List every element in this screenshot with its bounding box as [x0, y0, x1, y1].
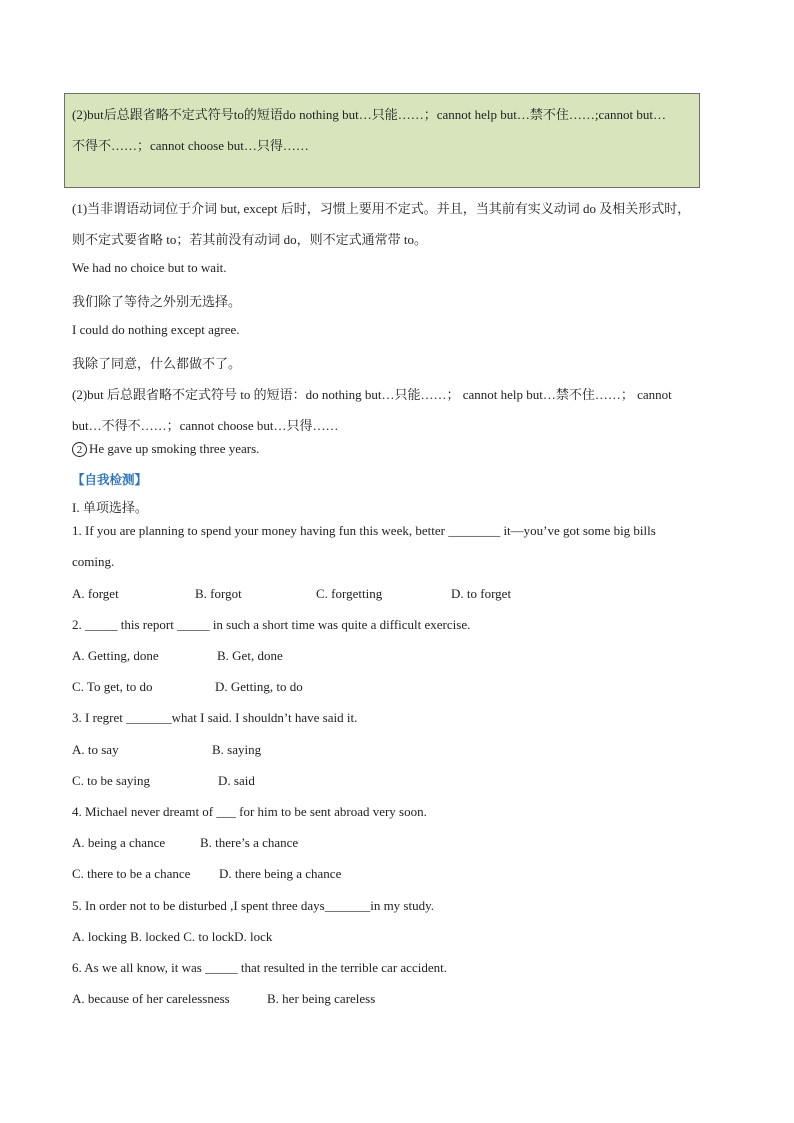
question-2-option-a[interactable]: A. Getting, done [72, 648, 159, 663]
question-3-option-b[interactable]: B. saying [212, 742, 262, 757]
question-1-option-a[interactable]: A. forget [72, 586, 119, 601]
part-title: I. 单项选择。 [72, 500, 148, 515]
example2-english: I could do nothing except agree. [72, 322, 240, 337]
question-2-stem: 2. _____ this report _____ in such a short time was quite a difficult exercise. [72, 617, 471, 632]
question-6-stem: 6. As we all know, it was _____ that resulted in the terrible car accident. [72, 960, 447, 975]
question-1-option-c[interactable]: C. forgetting [316, 586, 383, 601]
example2-chinese: 我除了同意，什么都做不了。 [72, 356, 242, 371]
circled-example-text: He gave up smoking three years. [89, 441, 260, 456]
question-3-option-a[interactable]: A. to say [72, 742, 119, 757]
rule2-line2: but…不得不……；cannot choose but…只得…… [72, 418, 339, 433]
question-5-options[interactable]: A. locking B. locked C. to lockD. lock [72, 929, 273, 944]
rule2-line1: (2)but 后总跟省略不定式符号 to 的短语：do nothing but…只能……； cannot help but…禁不住……； cannot [72, 387, 672, 402]
question-3-option-c[interactable]: C. to be saying [72, 773, 150, 788]
question-6-option-b[interactable]: B. her being careless [267, 991, 376, 1006]
self-check-heading: 【自我检测】 [72, 472, 148, 487]
question-2-option-b[interactable]: B. Get, done [217, 648, 283, 663]
question-1-option-d[interactable]: D. to forget [451, 586, 512, 601]
question-4-option-d[interactable]: D. there being a chance [219, 866, 342, 881]
question-6-option-a[interactable]: A. because of her carelessness [72, 991, 230, 1006]
question-2-option-c[interactable]: C. To get, to do [72, 679, 153, 694]
question-3-stem: 3. I regret _______what I said. I shouldn’t have said it. [72, 710, 358, 725]
question-4-option-c[interactable]: C. there to be a chance [72, 866, 191, 881]
question-1-stem-line2: coming. [72, 554, 115, 569]
rule1-line2: 则不定式要省略 to；若其前没有动词 do，则不定式通常带 to。 [72, 232, 427, 247]
question-1-stem-line1: 1. If you are planning to spend your money having fun this week, better ________ it—you’ve got some big bills [72, 523, 656, 538]
note-box [64, 93, 700, 188]
circled-number: 2 [72, 442, 87, 457]
question-4-stem: 4. Michael never dreamt of ___ for him to be sent abroad very soon. [72, 804, 427, 819]
question-5-stem: 5. In order not to be disturbed ,I spent three days_______in my study. [72, 898, 435, 913]
example1-english: We had no choice but to wait. [72, 260, 227, 275]
question-3-option-d[interactable]: D. said [218, 773, 255, 788]
question-1-option-b[interactable]: B. forgot [195, 586, 242, 601]
question-4-option-b[interactable]: B. there’s a chance [200, 835, 299, 850]
rule1-line1: (1)当非谓语动词位于介词 but, except 后时，习惯上要用不定式。并且，当其前有实义动词 do 及相关形式时， [72, 201, 691, 216]
note-line-2: 不得不……；cannot choose but…只得…… [72, 138, 309, 153]
question-4-option-a[interactable]: A. being a chance [72, 835, 166, 850]
note-line-1: (2)but后总跟省略不定式符号to的短语do nothing but…只能……；cannot help but…禁不住……;cannot but… [72, 107, 666, 122]
circled-example [72, 441, 259, 457]
question-2-option-d[interactable]: D. Getting, to do [215, 679, 303, 694]
example1-chinese: 我们除了等待之外别无选择。 [72, 294, 242, 309]
